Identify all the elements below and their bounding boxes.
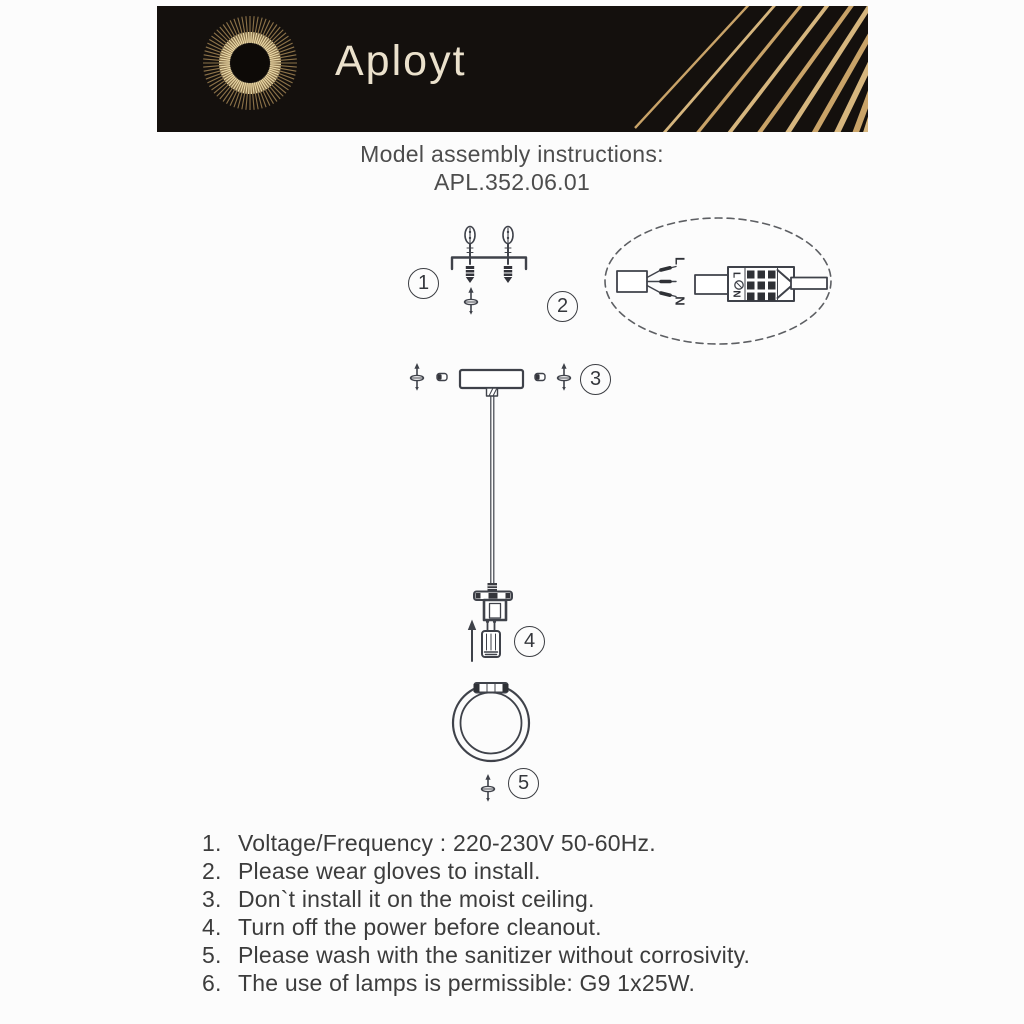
list-item-number: 4. xyxy=(202,914,222,940)
list-item xyxy=(202,885,902,913)
terminal-label-line: L xyxy=(730,271,742,279)
list-item xyxy=(202,941,902,969)
list-item-text: Please wear gloves to install. xyxy=(238,858,541,884)
list-item xyxy=(202,969,902,997)
plug-icon xyxy=(535,374,545,381)
step-badge-2: 2 xyxy=(547,291,578,322)
mains-cable xyxy=(617,271,647,292)
plug-icon xyxy=(437,374,447,381)
list-item-text: Please wash with the sanitizer without corrosivity. xyxy=(238,942,751,968)
g9-bulb-figure xyxy=(468,620,500,662)
list-item-text: The use of lamps is permissible: G9 1x25W. xyxy=(238,970,696,996)
list-item-text: Voltage/Frequency : 220-230V 50-60Hz. xyxy=(238,830,656,856)
anchor-screw-icon xyxy=(503,227,513,284)
screw-rotation-icon xyxy=(482,774,495,802)
list-item-number: 6. xyxy=(202,970,222,996)
terminal-label-neutral: N xyxy=(730,290,742,298)
connector-output-cable xyxy=(791,278,827,290)
list-item-number: 5. xyxy=(202,942,222,968)
list-item-number: 1. xyxy=(202,830,222,856)
instruction-list xyxy=(202,829,902,997)
sheet-title: Model assembly instructions: xyxy=(360,141,664,167)
brand-name: Aployt xyxy=(335,37,467,85)
list-item-number: 2. xyxy=(202,858,222,884)
list-item xyxy=(202,857,902,885)
list-item-text: Turn off the power before cleanout. xyxy=(238,914,602,940)
screw-rotation-icon xyxy=(411,363,424,391)
ceiling-anchors-figure xyxy=(452,227,526,315)
list-item-text: Don`t install it on the moist ceiling. xyxy=(238,886,595,912)
model-number: APL.352.06.01 xyxy=(433,169,591,195)
canopy-figure xyxy=(411,363,571,583)
screw-rotation-icon xyxy=(558,363,571,391)
socket-figure xyxy=(474,583,512,620)
wire-label-line: L xyxy=(672,257,688,265)
wire-label-neutral: N xyxy=(672,296,688,306)
list-item xyxy=(202,913,902,941)
connector-input-lead xyxy=(695,275,728,294)
list-item-number: 3. xyxy=(202,886,222,912)
wiring-connection-figure xyxy=(605,218,831,344)
anchor-screw-icon xyxy=(465,227,475,284)
step-badge-4: 4 xyxy=(514,626,545,657)
terminal-block xyxy=(728,267,794,301)
step-badge-1: 1 xyxy=(408,268,439,299)
step-badge-3: 3 xyxy=(580,364,611,395)
screw-rotation-icon xyxy=(465,287,478,315)
step-badge-5: 5 xyxy=(508,768,539,799)
ceiling-canopy xyxy=(460,370,523,388)
list-item xyxy=(202,829,902,857)
